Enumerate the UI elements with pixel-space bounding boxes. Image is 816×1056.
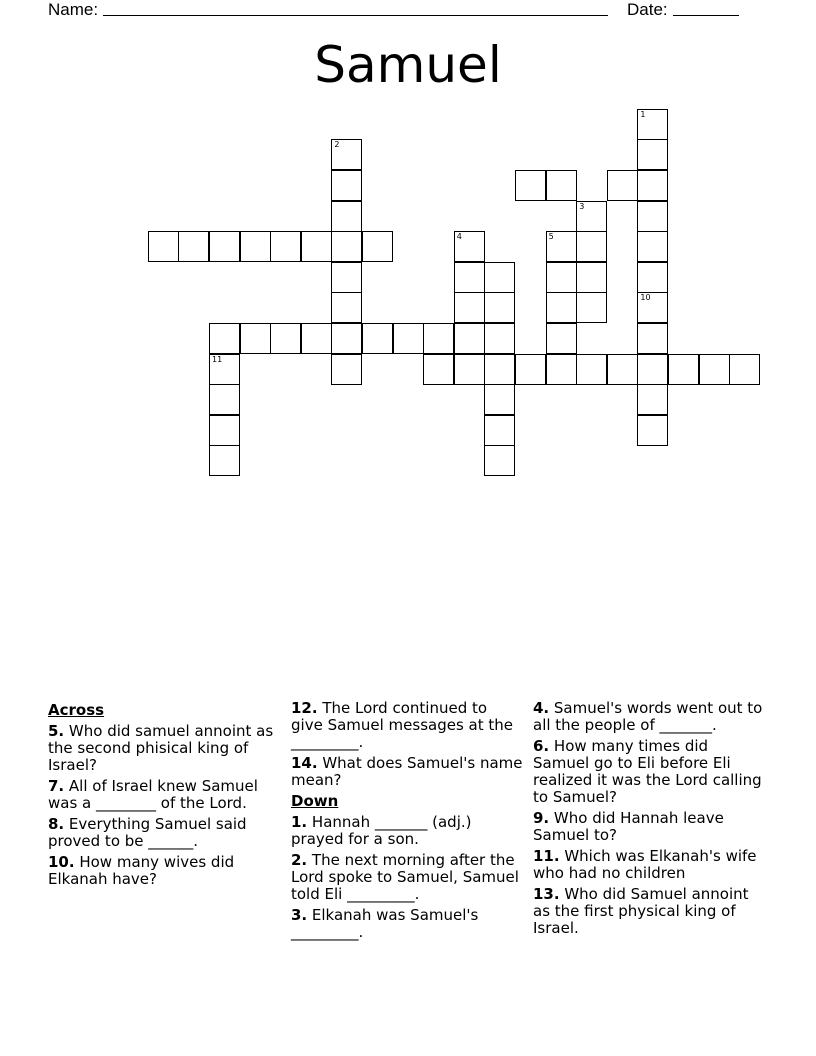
crossword-cell[interactable] <box>576 231 607 262</box>
clue-item-number: 8. <box>48 815 65 833</box>
crossword-cell[interactable] <box>270 323 301 354</box>
down-heading: Down <box>291 792 339 810</box>
across-clue-list <box>48 723 280 888</box>
crossword-cell[interactable] <box>576 201 607 232</box>
clue-item-number: 13. <box>533 885 560 903</box>
clues-column-2 <box>291 700 523 945</box>
across-heading: Across <box>48 701 105 719</box>
crossword-cell[interactable] <box>301 323 332 354</box>
clue-number: 10 <box>640 293 651 303</box>
clue-item-number: 3. <box>291 906 308 924</box>
crossword-cell[interactable] <box>576 262 607 293</box>
crossword-cell[interactable] <box>607 170 638 201</box>
down-clue-list <box>291 814 523 941</box>
clue-item-text: Everything Samuel said proved to be ______. <box>48 815 247 850</box>
clue-item-number: 5. <box>48 722 65 740</box>
clue-item-number: 14. <box>291 754 318 772</box>
clue-item-number: 2. <box>291 851 308 869</box>
crossword-cell[interactable] <box>515 354 546 385</box>
crossword-cell[interactable] <box>209 415 240 446</box>
name-label: Name: <box>48 0 99 19</box>
crossword-cell[interactable] <box>484 292 515 323</box>
crossword-cell[interactable] <box>546 262 577 293</box>
crossword-cell[interactable] <box>454 354 485 385</box>
crossword-cell[interactable] <box>178 231 209 262</box>
clue-number: 2 <box>334 140 340 150</box>
crossword-cell[interactable] <box>331 201 362 232</box>
crossword-cell[interactable] <box>209 323 240 354</box>
crossword-cell[interactable] <box>454 292 485 323</box>
crossword-cell[interactable] <box>209 384 240 415</box>
crossword-cell[interactable] <box>637 262 668 293</box>
clue-number: 1 <box>640 109 646 119</box>
clue-item <box>291 852 523 903</box>
across-clue-list-continued <box>291 700 523 789</box>
clue-item <box>48 778 280 812</box>
date-label: Date: <box>627 0 668 19</box>
crossword-cell[interactable] <box>423 354 454 385</box>
clue-item <box>533 738 765 806</box>
clue-item-text: Which was Elkanah's wife who had no children <box>533 847 757 882</box>
down-clue-list-continued <box>533 700 765 937</box>
crossword-cell[interactable] <box>637 415 668 446</box>
crossword-cell[interactable] <box>484 354 515 385</box>
crossword-cell[interactable] <box>331 262 362 293</box>
crossword-cell[interactable] <box>240 231 271 262</box>
crossword-cell[interactable] <box>209 354 240 385</box>
clue-item-text: The Lord continued to give Samuel messages at the _________. <box>291 699 514 751</box>
clue-item-number: 4. <box>533 699 550 717</box>
clue-number: 5 <box>548 232 554 242</box>
clue-item-number: 9. <box>533 809 550 827</box>
crossword-cell[interactable] <box>484 262 515 293</box>
crossword-cell[interactable] <box>637 323 668 354</box>
clue-item-number: 12. <box>291 699 318 717</box>
crossword-cell[interactable] <box>484 415 515 446</box>
clue-item-text: Who did samuel annoint as the second phisical king of Israel? <box>48 722 274 774</box>
clue-item-number: 11. <box>533 847 560 865</box>
crossword-cell[interactable] <box>393 323 424 354</box>
crossword-cell[interactable] <box>484 384 515 415</box>
crossword-cell[interactable] <box>637 292 668 323</box>
crossword-cell[interactable] <box>668 354 699 385</box>
crossword-cell[interactable] <box>484 445 515 476</box>
crossword-cell[interactable] <box>637 170 668 201</box>
clue-item-number: 7. <box>48 777 65 795</box>
crossword-cell[interactable] <box>637 231 668 262</box>
crossword-cell[interactable] <box>576 354 607 385</box>
crossword-cell[interactable] <box>576 292 607 323</box>
crossword-cell[interactable] <box>546 231 577 262</box>
page-title: Samuel <box>314 36 502 94</box>
crossword-cell[interactable] <box>331 354 362 385</box>
crossword-cell[interactable] <box>729 354 760 385</box>
crossword-cell[interactable] <box>515 170 546 201</box>
crossword-cell[interactable] <box>607 354 638 385</box>
crossword-cell[interactable] <box>331 231 362 262</box>
clue-item-text: Samuel's words went out to all the people of _______. <box>533 699 763 734</box>
clues-column-1 <box>48 700 280 892</box>
clue-item <box>291 700 523 751</box>
clue-item-number: 6. <box>533 737 550 755</box>
crossword-cell[interactable] <box>637 354 668 385</box>
clue-item-text: Who did Hannah leave Samuel to? <box>533 809 724 844</box>
crossword-cell[interactable] <box>454 323 485 354</box>
crossword-cell[interactable] <box>209 445 240 476</box>
clue-item <box>48 723 280 774</box>
crossword-cell[interactable] <box>637 139 668 170</box>
crossword-cell[interactable] <box>454 262 485 293</box>
crossword-cell[interactable] <box>331 139 362 170</box>
clue-item-text: Hannah _______ (adj.) prayed for a son. <box>291 813 472 848</box>
crossword-cell[interactable] <box>484 323 515 354</box>
clue-item <box>48 854 280 888</box>
clue-item <box>533 886 765 937</box>
clue-item-text: Elkanah was Samuel's _________. <box>291 906 479 941</box>
clue-number: 4 <box>456 232 462 242</box>
crossword-cell[interactable] <box>546 170 577 201</box>
clue-item <box>533 848 765 882</box>
clue-number: 11 <box>212 354 223 364</box>
crossword-cell[interactable] <box>270 231 301 262</box>
clue-item <box>48 816 280 850</box>
crossword-cell[interactable] <box>362 231 393 262</box>
crossword-cell[interactable] <box>546 354 577 385</box>
clues-column-3 <box>533 700 765 941</box>
clue-item-text: How many times did Samuel go to Eli before Eli realized it was the Lord calling to Samuel? <box>533 737 762 806</box>
clue-number: 3 <box>579 201 585 211</box>
crossword-cell[interactable] <box>148 231 179 262</box>
clue-item <box>291 814 523 848</box>
crossword-cell[interactable] <box>423 323 454 354</box>
clue-item <box>291 907 523 941</box>
crossword-cell[interactable] <box>301 231 332 262</box>
crossword-cell[interactable] <box>546 323 577 354</box>
crossword-cell[interactable] <box>546 292 577 323</box>
crossword-cell[interactable] <box>331 292 362 323</box>
crossword-cell[interactable] <box>209 231 240 262</box>
crossword-cell[interactable] <box>454 231 485 262</box>
crossword-cell[interactable] <box>240 323 271 354</box>
crossword-cell[interactable] <box>699 354 730 385</box>
crossword-cell[interactable] <box>637 201 668 232</box>
clue-item-number: 1. <box>291 813 308 831</box>
crossword-cell[interactable] <box>362 323 393 354</box>
crossword-cell[interactable] <box>331 170 362 201</box>
clue-item-number: 10. <box>48 853 75 871</box>
clue-item-text: Who did Samuel annoint as the first physical king of Israel. <box>533 885 749 937</box>
clue-item-text: All of Israel knew Samuel was a ________ of the Lord. <box>48 777 258 812</box>
clue-item <box>533 700 765 734</box>
clue-item-text: The next morning after the Lord spoke to Samuel, Samuel told Eli _________. <box>291 851 519 903</box>
clue-item-text: What does Samuel's name mean? <box>291 754 523 789</box>
crossword-cell[interactable] <box>331 323 362 354</box>
clue-item-text: How many wives did Elkanah have? <box>48 853 235 888</box>
clue-item <box>533 810 765 844</box>
clue-item <box>291 755 523 789</box>
crossword-cell[interactable] <box>637 384 668 415</box>
crossword-cell[interactable] <box>637 109 668 140</box>
